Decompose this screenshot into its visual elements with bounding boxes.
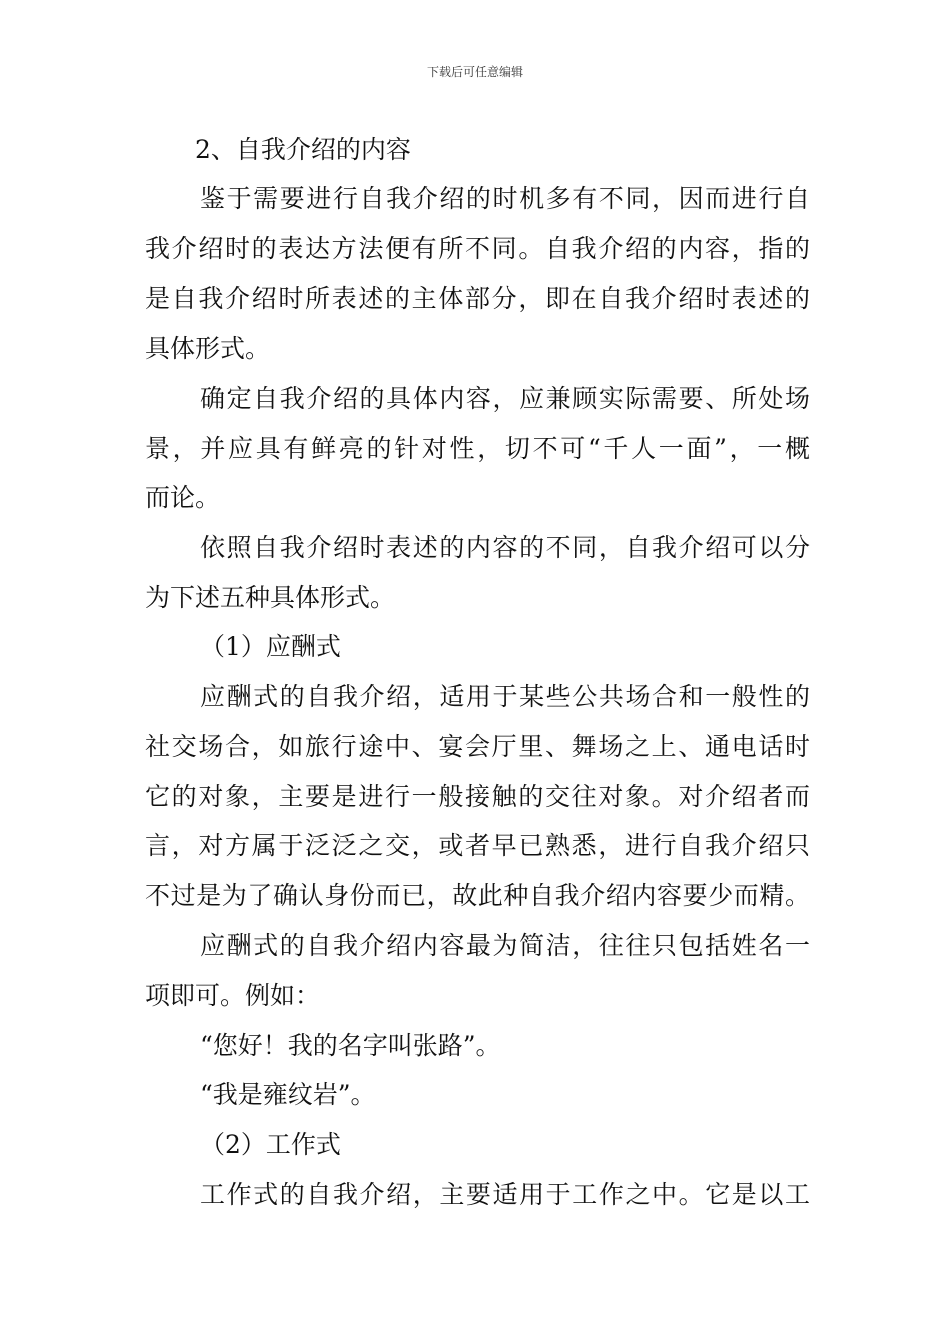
paragraph-line: 言，对方属于泛泛之交，或者早已熟悉，进行自我介绍只 bbox=[145, 831, 810, 860]
paragraph-line: 确定自我介绍的具体内容，应兼顾实际需要、所处场 bbox=[200, 384, 810, 413]
paragraph-line: 鉴于需要进行自我介绍的时机多有不同，因而进行自 bbox=[200, 184, 810, 213]
paragraph-line: 项即可。例如： bbox=[145, 981, 321, 1010]
paragraph-line: 应酬式的自我介绍，适用于某些公共场合和一般性的 bbox=[200, 682, 810, 711]
example-quote: “您好！我的名字叫张路”。 bbox=[200, 1031, 501, 1060]
paragraph-line: 而论。 bbox=[145, 483, 221, 512]
paragraph-line: 不过是为了确认身份而已，故此种自我介绍内容要少而精。 bbox=[145, 881, 810, 910]
paragraph-line: 为下述五种具体形式。 bbox=[145, 583, 396, 612]
paragraph-line: 是自我介绍时所表述的主体部分，即在自我介绍时表述的 bbox=[145, 284, 810, 313]
subsection-heading: （1）应酬式 bbox=[200, 632, 341, 661]
paragraph-line: 我介绍时的表达方法便有所不同。自我介绍的内容，指的 bbox=[145, 234, 810, 263]
paragraph-line: 应酬式的自我介绍内容最为简洁，往往只包括姓名一 bbox=[200, 931, 810, 960]
paragraph-line: 它的对象，主要是进行一般接触的交往对象。对介绍者而 bbox=[145, 782, 810, 811]
paragraph-line: 依照自我介绍时表述的内容的不同，自我介绍可以分 bbox=[200, 533, 810, 562]
subsection-heading: （2）工作式 bbox=[200, 1130, 341, 1159]
paragraph-line: 社交场合，如旅行途中、宴会厅里、舞场之上、通电话时 bbox=[145, 732, 810, 761]
paragraph-line: 工作式的自我介绍，主要适用于工作之中。它是以工 bbox=[200, 1180, 810, 1209]
example-quote: “我是雍纹岩”。 bbox=[200, 1080, 376, 1109]
page-header: 下载后可任意编辑 bbox=[426, 65, 523, 79]
section-heading: 2、自我介绍的内容 bbox=[195, 135, 411, 164]
paragraph-line: 具体形式。 bbox=[145, 334, 271, 363]
paragraph-line: 景，并应具有鲜亮的针对性，切不可“千人一面”，一概 bbox=[145, 434, 810, 463]
